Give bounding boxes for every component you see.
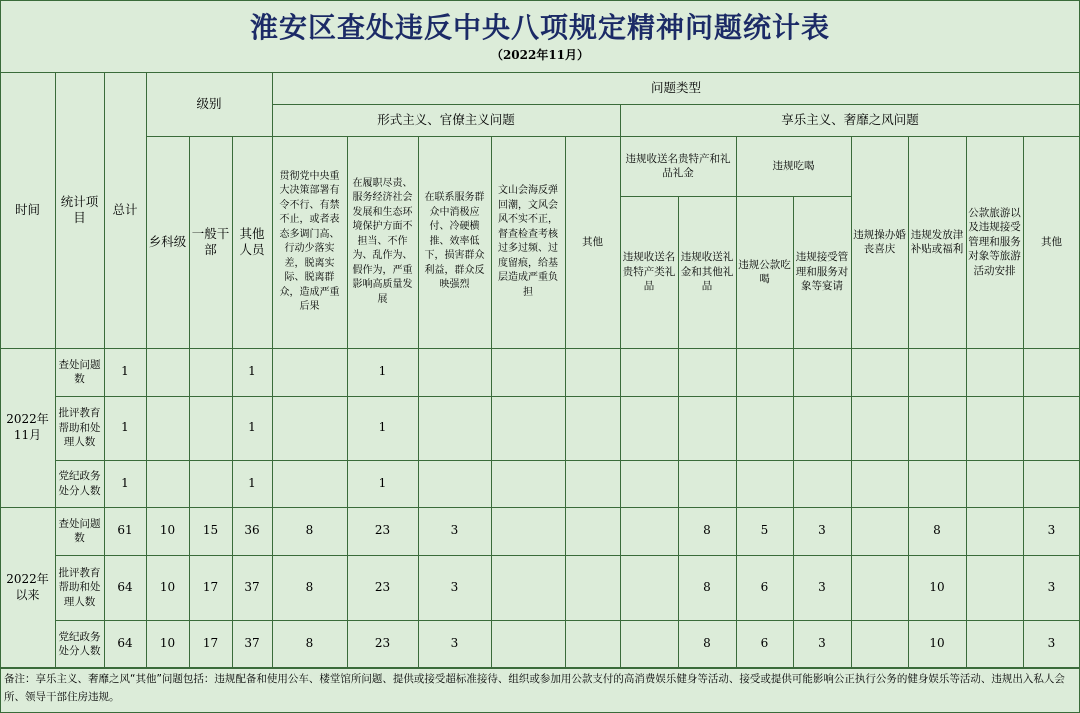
- header-time: 时间: [14, 201, 40, 217]
- table-cell-general: [189, 348, 232, 396]
- table-cell-dine_a: 6: [760, 636, 769, 651]
- table-cell-travel: [966, 555, 1023, 620]
- table-cell-other: 1: [248, 420, 256, 435]
- table-cell-f4: [491, 507, 565, 555]
- table-cell-township: [146, 460, 189, 507]
- table-cell-travel: [966, 507, 1023, 555]
- table-cell-f5: [565, 396, 620, 460]
- table-cell-f5: [565, 460, 620, 507]
- table-cell-f2: 23: [374, 523, 391, 538]
- table-cell-other: 1: [248, 364, 256, 379]
- table-cell-other: 1: [248, 475, 256, 490]
- table-cell-subsidy: [908, 396, 966, 460]
- table-cell-h_other: [1023, 348, 1080, 396]
- table-cell-f2: 1: [378, 420, 387, 435]
- table-cell-gift_a: [620, 507, 678, 555]
- table-cell-gift_b: [678, 460, 736, 507]
- table-cell-dine_a: [736, 348, 793, 396]
- header-dining-banquet: 违规接受管理和服务对象等宴请: [795, 251, 849, 293]
- table-cell-township: 10: [159, 523, 176, 538]
- header-level-township: 乡科级: [148, 233, 187, 249]
- row-label: 党纪政务处分人数: [58, 470, 101, 497]
- period-0: 2022年 11月: [6, 411, 49, 442]
- table-cell-subsidy: [908, 348, 966, 396]
- header-level-other: 其他人员: [239, 225, 265, 257]
- table-cell-other: 37: [244, 636, 260, 651]
- table-cell-other: 37: [244, 579, 260, 594]
- table-cell-h_other: 3: [1047, 523, 1056, 538]
- table-cell-gift_a: [620, 348, 678, 396]
- table-cell-h_other: [1023, 396, 1080, 460]
- table-cell-gift_a: [620, 396, 678, 460]
- header-level-general: 一般干部: [191, 225, 230, 257]
- row-label: 批评教育帮助和处理人数: [58, 566, 101, 608]
- header-formalism-other: 其他: [582, 235, 603, 248]
- table-cell-total: 64: [117, 636, 133, 651]
- table-cell-total: 1: [121, 475, 129, 490]
- footnote: 备注：享乐主义、奢靡之风“其他”问题包括：违规配备和使用公车、楼堂馆所问题、提供或接受超标准接待、组织或参加用公款支付的高消费娱乐健身等活动、接受或提供可能影响公正执行公务的健身娱乐等活动、违规出入私人会所、领导干部住房违规。: [4, 673, 1065, 703]
- table-cell-f5: [565, 507, 620, 555]
- table-cell-gift_b: 8: [703, 579, 711, 594]
- table-cell-gift_a: [620, 460, 678, 507]
- table-cell-general: [189, 460, 232, 507]
- table-cell-f3: 3: [450, 636, 459, 651]
- table-cell-h_other: [1023, 460, 1080, 507]
- table-cell-dine_a: 6: [760, 579, 769, 594]
- header-gift-money: 违规收送礼金和其他礼品: [680, 251, 734, 293]
- table-cell-wedding: [851, 620, 908, 668]
- table-cell-dine_b: [793, 460, 851, 507]
- table-cell-wedding: [851, 348, 908, 396]
- table-cell-f1: 8: [305, 523, 314, 538]
- table-cell-gift_a: [620, 620, 678, 668]
- table-cell-f1: 8: [305, 579, 314, 594]
- table-cell-travel: [966, 620, 1023, 668]
- header-formalism-3: 在联系服务群众中消极应付、冷硬横推、效率低下，损害群众利益，群众反映强烈: [424, 192, 485, 291]
- header-gift-group: 违规收送名贵特产和礼品礼金: [625, 152, 731, 179]
- table-cell-total: 61: [117, 523, 133, 538]
- header-formalism-2: 在履职尽责、服务经济社会发展和生态环境保护方面不担当、不作为、乱作为、假作为，严重影响高质量发展: [352, 177, 413, 305]
- table-cell-dine_b: 3: [818, 523, 826, 538]
- table-cell-general: [189, 396, 232, 460]
- table-cell-subsidy: 10: [929, 636, 945, 651]
- header-dining-public: 违规公款吃喝: [738, 258, 791, 285]
- table-cell-subsidy: 8: [933, 523, 941, 538]
- table-cell-f1: 8: [305, 636, 314, 651]
- header-hedonism-other: 其他: [1041, 235, 1062, 248]
- table-cell-general: 17: [202, 579, 219, 594]
- table-cell-travel: [966, 460, 1023, 507]
- table-cell-total: 64: [117, 579, 133, 594]
- table-cell-f1: [272, 396, 347, 460]
- page-subtitle: （2022年11月）: [490, 48, 590, 62]
- header-level: 级别: [196, 95, 222, 111]
- table-cell-township: 10: [159, 579, 176, 594]
- table-cell-h_other: 3: [1047, 636, 1056, 651]
- page-title: 淮安区查处违反中央八项规定精神问题统计表: [249, 11, 830, 44]
- table-cell-gift_b: 8: [703, 523, 711, 538]
- table-cell-dine_b: [793, 396, 851, 460]
- table-cell-f1: [272, 348, 347, 396]
- table-cell-f2: 1: [378, 475, 387, 490]
- table-cell-dine_b: 3: [818, 579, 826, 594]
- table-cell-gift_a: [620, 555, 678, 620]
- table-cell-f5: [565, 348, 620, 396]
- header-formalism-4: 文山会海反弹回潮，文风会风不实不正，督查检查考核过多过频、过度留痕，给基层造成严重负担: [498, 185, 558, 298]
- table-cell-total: 1: [121, 364, 129, 379]
- table-cell-travel: [966, 348, 1023, 396]
- period-1: 2022年 以来: [6, 571, 49, 602]
- table-cell-wedding: [851, 555, 908, 620]
- table-cell-subsidy: [908, 460, 966, 507]
- table-cell-dine_b: [793, 348, 851, 396]
- table-cell-f3: [418, 460, 491, 507]
- header-formalism-1: 贯彻党中央重大决策部署有令不行、有禁不止，或者表态多调门高、行动少落实差，脱离实际、脱离群众，造成严重后果: [279, 170, 340, 312]
- table-cell-f4: [491, 555, 565, 620]
- header-dining-group: 违规吃喝: [772, 159, 815, 172]
- table-cell-f5: [565, 620, 620, 668]
- table-cell-f4: [491, 620, 565, 668]
- table-cell-dine_a: [736, 460, 793, 507]
- header-wedding: 违规操办婚丧喜庆: [853, 228, 906, 255]
- table-cell-township: 10: [159, 636, 176, 651]
- table-cell-wedding: [851, 396, 908, 460]
- table-cell-f3: 3: [450, 579, 459, 594]
- row-label: 党纪政务处分人数: [58, 630, 101, 657]
- row-label: 查处问题数: [58, 358, 101, 385]
- table-cell-f5: [565, 555, 620, 620]
- table-cell-gift_b: [678, 396, 736, 460]
- header-travel: 公款旅游以及违规接受管理和服务对象等旅游活动安排: [968, 206, 1021, 277]
- table-cell-dine_a: 5: [760, 523, 769, 538]
- table-cell-f1: [272, 460, 347, 507]
- row-label: 查处问题数: [58, 517, 101, 544]
- table-cell-township: [146, 396, 189, 460]
- table-cell-f4: [491, 396, 565, 460]
- header-subsidy: 违规发放津补贴或福利: [910, 228, 964, 255]
- table-cell-dine_a: [736, 396, 793, 460]
- table-cell-f3: 3: [450, 523, 459, 538]
- table-cell-h_other: 3: [1047, 579, 1056, 594]
- table-cell-general: 17: [202, 636, 219, 651]
- table-cell-general: 15: [202, 523, 219, 538]
- table-cell-total: 1: [121, 420, 129, 435]
- table-cell-f4: [491, 460, 565, 507]
- table-cell-f2: 23: [374, 579, 391, 594]
- table-cell-f4: [491, 348, 565, 396]
- table-cell-township: [146, 348, 189, 396]
- header-total: 总计: [112, 201, 138, 217]
- table-cell-f3: [418, 348, 491, 396]
- header-stat-item: 统计项目: [60, 193, 99, 225]
- table-cell-f3: [418, 396, 491, 460]
- header-gift-specialty: 违规收送名贵特产类礼品: [622, 251, 676, 293]
- table-cell-dine_b: 3: [818, 636, 826, 651]
- table-cell-f2: 23: [374, 636, 391, 651]
- table-cell-gift_b: [678, 348, 736, 396]
- table-cell-travel: [966, 396, 1023, 460]
- row-label: 批评教育帮助和处理人数: [58, 407, 101, 449]
- table-cell-wedding: [851, 460, 908, 507]
- header-problem-type: 问题类型: [650, 79, 701, 95]
- header-formalism: 形式主义、官僚主义问题: [377, 111, 515, 127]
- table-cell-subsidy: 10: [929, 579, 945, 594]
- table-cell-wedding: [851, 507, 908, 555]
- table-cell-f2: 1: [378, 364, 387, 379]
- table-cell-other: 36: [244, 523, 260, 538]
- header-hedonism: 享乐主义、奢靡之风问题: [781, 111, 919, 127]
- table-cell-gift_b: 8: [703, 636, 711, 651]
